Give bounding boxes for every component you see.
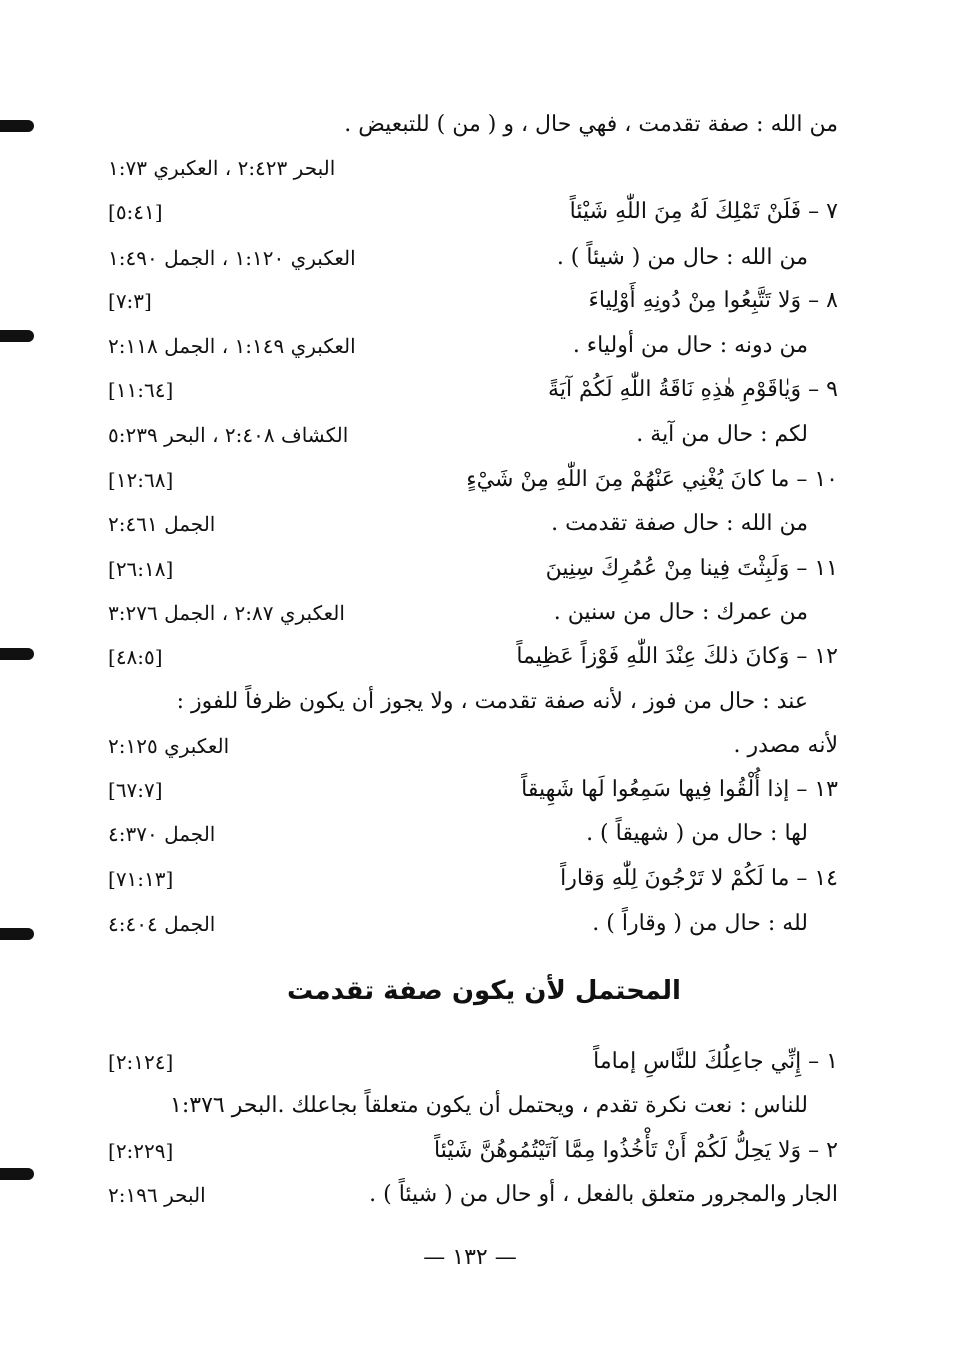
line-text: الجار والمجرور متعلق بالفعل ، أو حال من ( شيئاً ) . [369, 1182, 838, 1207]
line-text: لله : حال من ( وقاراً ) . [592, 911, 808, 936]
text-line [100, 812, 838, 856]
line-text: من الله : حال من ( شيئاً ) . [556, 245, 808, 270]
line-text: من دونه : حال من أولياء . [572, 333, 808, 358]
verse-reference: [٧١:١٣] [108, 867, 174, 891]
text-line [100, 680, 838, 724]
verse-text: ١٠ – ما كانَ يُغْنِي عَنْهُمْ مِنَ اللّٰهِ مِنْ شَيْءٍ [466, 467, 838, 492]
verse-line [100, 547, 838, 591]
verse-reference: [١١:٦٤] [108, 378, 174, 402]
source-citation: البحر ٢:٤٢٣ ، العكبري ١:٧٣ [108, 156, 336, 180]
text-line [100, 724, 838, 768]
verse-text: ١ – إِنِّي جاعِلُكَ للنَّاسِ إماماً [593, 1049, 838, 1074]
scan-edge-mark [0, 1168, 34, 1180]
verse-reference: [٧:٣] [108, 289, 152, 313]
line-text: من الله : صفة تقدمت ، فهي حال ، و ( من ) للتبعيض . [344, 112, 838, 137]
verse-text: ١١ – وَلَبِثْتَ فِينا مِنْ عُمُرِكَ سِنِينَ [545, 556, 838, 581]
text-line [100, 413, 838, 457]
source-citation: العكبري ١:١٤٩ ، الجمل ٢:١١٨ [108, 334, 356, 358]
verse-reference: [٤٨:٥] [108, 645, 163, 669]
text-line [100, 502, 838, 546]
source-citation: البحر ٢:١٩٦ [108, 1183, 206, 1207]
verse-line [100, 635, 838, 679]
verse-reference: [٥:٤١] [108, 200, 163, 224]
verse-line [100, 368, 838, 412]
verse-text: ٧ – فَلَنْ تَمْلِكَ لَهُ مِنَ اللّٰهِ شَيْئاً [569, 199, 838, 224]
line-text: لها : حال من ( شهيقاً ) . [586, 821, 808, 846]
source-citation: العكبري ٢:١٢٥ [108, 734, 230, 758]
verse-line [100, 1129, 838, 1173]
line-text: من عمرك : حال من سنين . [553, 600, 808, 625]
source-citation: الجمل ٤:٤٠٤ [108, 912, 216, 936]
verse-text: ١٤ – ما لَكُمْ لا تَرْجُونَ لِلّٰهِ وَقاراً [560, 866, 838, 891]
text-line [100, 591, 838, 635]
scan-edge-mark [0, 928, 34, 940]
source-citation: الكشاف ٢:٤٠٨ ، البحر ٥:٢٣٩ [108, 423, 349, 447]
source-citation: الجمل ٢:٤٦١ [108, 512, 216, 536]
verse-reference: [٢:١٢٤] [108, 1050, 174, 1074]
text-line [100, 1084, 838, 1128]
verse-text: ٢ – وَلا يَحِلُّ لَكُمْ أَنْ تَأْخُذُوا مِمَّا آتَيْتُمُوهُنَّ شَيْئاً [434, 1138, 838, 1163]
line-text: للناس : نعت نكرة تقدم ، ويحتمل أن يكون متعلقاً بجاعلك .البحر ١:٣٧٦ [170, 1093, 808, 1118]
source-citation: العكبري ١:١٢٠ ، الجمل ١:٤٩٠ [108, 246, 356, 270]
text-line [100, 103, 838, 147]
scan-edge-mark [0, 648, 34, 660]
page-number: — ١٣٢ — [423, 1245, 517, 1270]
verse-text: ١٢ – وَكانَ ذلكَ عِنْدَ اللّٰهِ فَوْزاً عَظِيماً [516, 644, 838, 669]
verse-reference: [٢:٢٢٩] [108, 1139, 174, 1163]
verse-text: ٨ – وَلا تَتَّبِعُوا مِنْ دُونِهِ أَوْلِياءَ [588, 288, 838, 313]
text-line [100, 236, 838, 280]
verse-text: ٩ – وَيٰاقَوْمِ هٰذِهِ نَاقَةُ اللّٰهِ لَكُمْ آيَةً [548, 377, 838, 402]
verse-line [100, 190, 838, 234]
verse-text: ١٣ – إذا أُلْقُوا فِيها سَمِعُوا لَها شَهِيقاً [521, 777, 838, 802]
source-citation: الجمل ٤:٣٧٠ [108, 822, 216, 846]
verse-reference: [١٢:٦٨] [108, 468, 174, 492]
line-text: لأنه مصدر . [733, 733, 838, 758]
section-heading: المحتمل لأن يكون صفة تقدمت [287, 976, 681, 1006]
text-line [100, 146, 838, 190]
verse-reference: [٢٦:١٨] [108, 557, 174, 581]
line-text: من الله : حال صفة تقدمت . [551, 511, 808, 536]
verse-line [100, 857, 838, 901]
verse-line [100, 768, 838, 812]
line-text: عند : حال من فوز ، لأنه صفة تقدمت ، ولا يجوز أن يكون ظرفاً للفوز : [176, 689, 808, 714]
text-line [100, 902, 838, 946]
verse-reference: [٦٧:٧] [108, 778, 163, 802]
verse-line [100, 279, 838, 323]
verse-line [100, 1040, 838, 1084]
source-citation: العكبري ٢:٨٧ ، الجمل ٣:٢٧٦ [108, 601, 345, 625]
verse-line [100, 458, 838, 502]
scan-edge-mark [0, 120, 34, 132]
text-line [100, 1173, 838, 1217]
line-text: لكم : حال من آية . [636, 422, 808, 447]
text-line [100, 324, 838, 368]
scan-edge-mark [0, 330, 34, 342]
